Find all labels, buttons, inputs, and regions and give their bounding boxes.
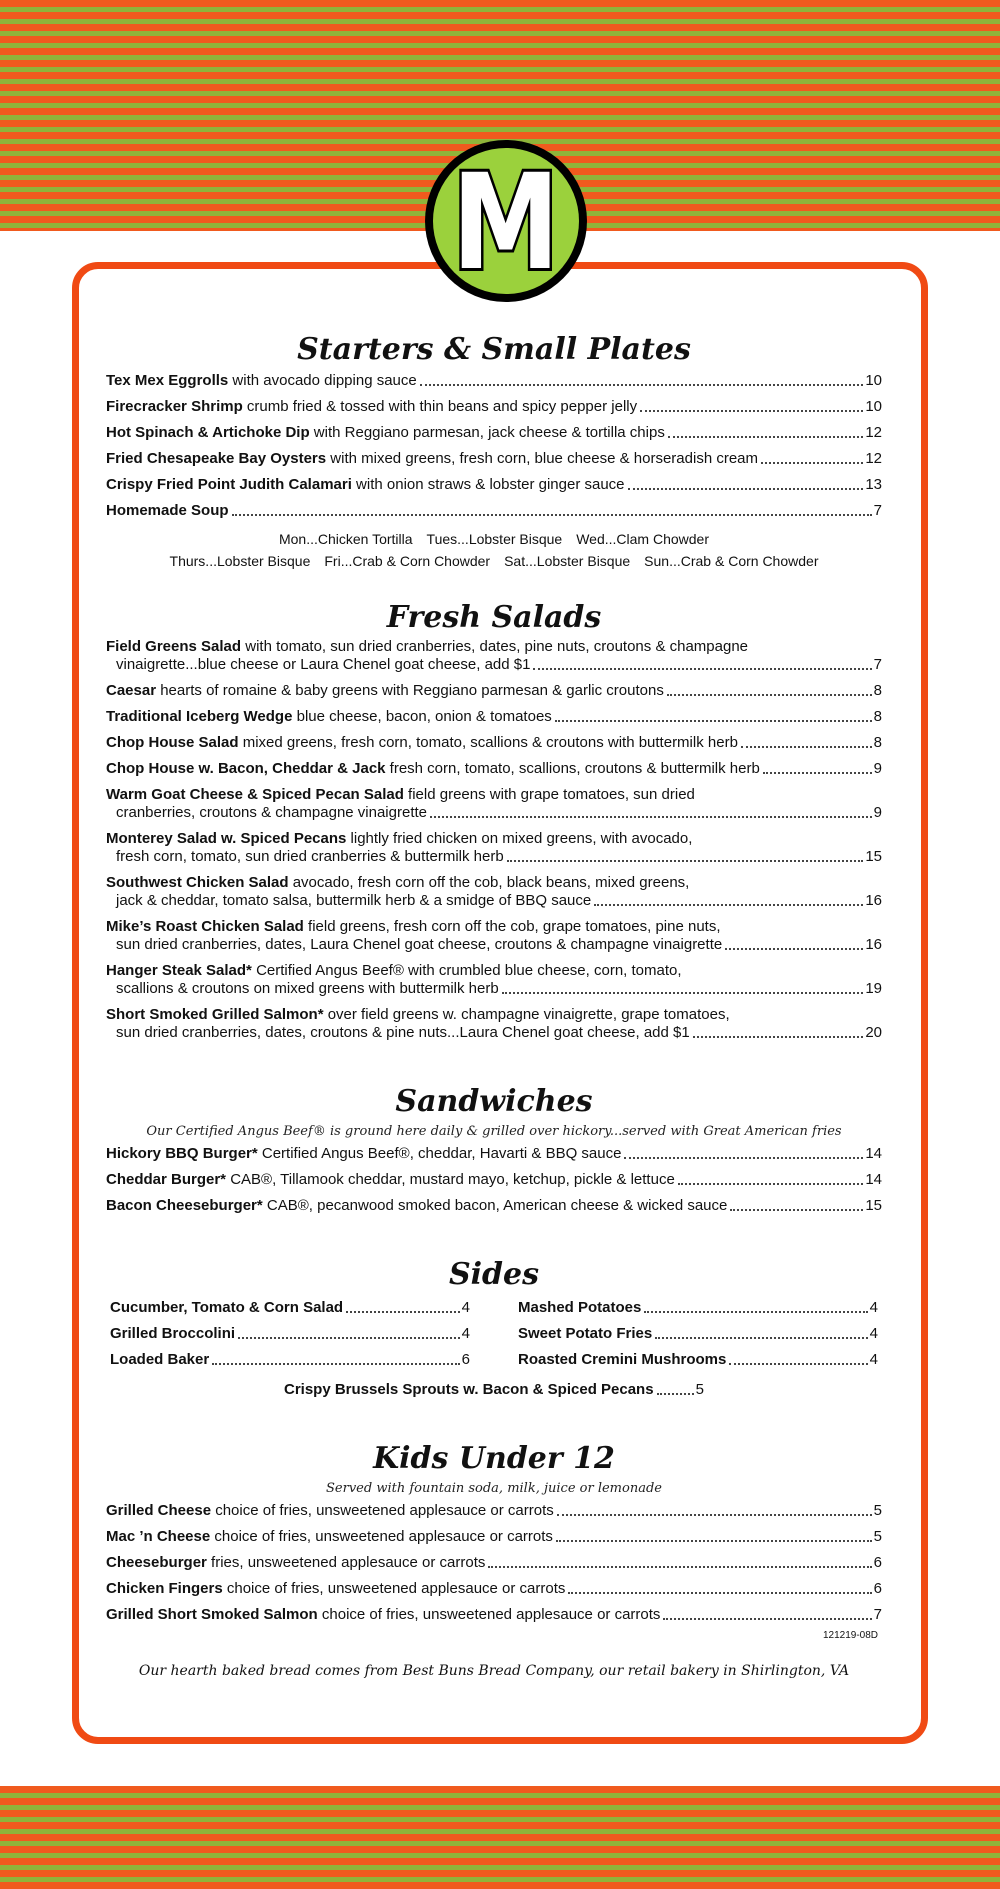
sandwiches-title: Sandwiches (395, 1084, 593, 1119)
menu-item: Traditional Iceberg Wedge blue cheese, bacon, onion & tomatoes 8 (106, 708, 882, 725)
starters-list (106, 372, 882, 520)
bread-note: Our hearth baked bread comes from Best Buns Bread Company, our retail bakery in Shirlington, VA (138, 1663, 850, 1679)
side-item: Cucumber, Tomato & Corn Salad 4 (110, 1299, 470, 1316)
menu-item: Monterey Salad w. Spiced Pecans lightly fried chicken on mixed greens, with avocado, fresh corn, tomato, sun dried cranberries & buttermilk herb 15 (106, 830, 882, 865)
salads-title: Fresh Salads (386, 600, 602, 635)
menu-item: Chop House Salad mixed greens, fresh corn, tomato, scallions & croutons with buttermilk herb 8 (106, 734, 882, 751)
kids-title: Kids Under 12 (373, 1441, 615, 1476)
soup-day: Thurs...Lobster Bisque (169, 553, 311, 569)
soup-day: Wed...Clam Chowder (576, 531, 710, 547)
side-item: Sweet Potato Fries 4 (518, 1325, 878, 1342)
menu-item: Grilled Cheese choice of fries, unsweetened applesauce or carrots 5 (106, 1502, 882, 1519)
side-item-featured: Crispy Brussels Sprouts w. Bacon & Spiced Pecans 5 (284, 1381, 704, 1398)
menu-item: Cheeseburger fries, unsweetened applesauce or carrots 6 (106, 1554, 882, 1571)
soup-day: Fri...Crab & Corn Chowder (324, 553, 491, 569)
soup-day: Sun...Crab & Corn Chowder (644, 553, 819, 569)
logo-circle (433, 146, 579, 300)
menu-item: Warm Goat Cheese & Spiced Pecan Salad field greens with grape tomatoes, sun dried cranberries, croutons & champagne vinaigrette 9 (106, 786, 882, 821)
menu-item: Firecracker Shrimp crumb fried & tossed with thin beans and spicy pepper jelly 10 (106, 398, 882, 415)
menu-item: Mac ’n Cheese choice of fries, unsweetened applesauce or carrots 5 (106, 1528, 882, 1545)
menu-item: Chicken Fingers choice of fries, unsweetened applesauce or carrots 6 (106, 1580, 882, 1597)
kids-list (106, 1502, 882, 1624)
menu-item: Bacon Cheeseburger* CAB®, pecanwood smoked bacon, American cheese & wicked sauce 15 (106, 1197, 882, 1214)
m-logo (425, 140, 587, 302)
bottom-stripe-band (0, 1786, 1000, 1889)
menu-item: Chop House w. Bacon, Cheddar & Jack fresh corn, tomato, scallions, croutons & buttermilk herb 9 (106, 760, 882, 777)
menu-item: Mike’s Roast Chicken Salad field greens, fresh corn off the cob, grape tomatoes, pine nuts, sun dried cranberries, dates, Laura Chenel goat cheese, croutons & champagne vinaigrette 16 (106, 918, 882, 953)
menu-item: Field Greens Salad with tomato, sun dried cranberries, dates, pine nuts, croutons & champagne vinaigrette...blue cheese or Laura Chenel goat cheese, add $1 7 (106, 638, 882, 673)
menu-item: Hickory BBQ Burger* Certified Angus Beef®, cheddar, Havarti & BBQ sauce 14 (106, 1145, 882, 1162)
menu-content (106, 330, 882, 1679)
logo-letter: M (452, 146, 560, 300)
menu-item: Homemade Soup 7 (106, 502, 882, 519)
side-item: Grilled Broccolini 4 (110, 1325, 470, 1342)
menu-item: Crispy Fried Point Judith Calamari with onion straws & lobster ginger sauce 13 (106, 476, 882, 493)
menu-item: Short Smoked Grilled Salmon* over field greens w. champagne vinaigrette, grape tomatoes, sun dried cranberries, dates, croutons & pine nuts...Laura Chenel goat cheese, add $1 20 (106, 1006, 882, 1041)
sides-grid (106, 1299, 882, 1377)
menu-item: Cheddar Burger* CAB®, Tillamook cheddar, mustard mayo, ketchup, pickle & lettuce 14 (106, 1171, 882, 1188)
menu-item: Grilled Short Smoked Salmon choice of fries, unsweetened applesauce or carrots 7 (106, 1606, 882, 1623)
menu-item: Caesar hearts of romaine & baby greens with Reggiano parmesan & garlic croutons 8 (106, 682, 882, 699)
side-item: Roasted Cremini Mushrooms 4 (518, 1351, 878, 1368)
soup-schedule (106, 528, 882, 572)
sandwiches-list (106, 1145, 882, 1215)
menu-item: Hot Spinach & Artichoke Dip with Reggiano parmesan, jack cheese & tortilla chips 12 (106, 424, 882, 441)
salads-list (106, 638, 882, 1042)
sandwiches-subtitle: Our Certified Angus Beef® is ground here daily & grilled over hickory...served with Great American fries (146, 1124, 842, 1139)
menu-code: 121219-08D (822, 1630, 878, 1641)
soup-day: Tues...Lobster Bisque (426, 531, 563, 547)
sides-left-column (110, 1299, 470, 1377)
menu-item: Tex Mex Eggrolls with avocado dipping sauce 10 (106, 372, 882, 389)
menu-item: Hanger Steak Salad* Certified Angus Beef® with crumbled blue cheese, corn, tomato, scallions & croutons on mixed greens with buttermilk herb 19 (106, 962, 882, 997)
starters-title: Starters & Small Plates (297, 332, 691, 367)
side-item: Mashed Potatoes 4 (518, 1299, 878, 1316)
kids-subtitle: Served with fountain soda, milk, juice or lemonade (326, 1481, 662, 1496)
soup-day: Sat...Lobster Bisque (504, 553, 631, 569)
soup-day: Mon...Chicken Tortilla (278, 531, 413, 547)
side-item: Loaded Baker 6 (110, 1351, 470, 1368)
menu-item: Fried Chesapeake Bay Oysters with mixed greens, fresh corn, blue cheese & horseradish cream 12 (106, 450, 882, 467)
sides-title: Sides (448, 1257, 539, 1292)
sides-right-column (518, 1299, 878, 1377)
menu-item: Southwest Chicken Salad avocado, fresh corn off the cob, black beans, mixed greens, jack & cheddar, tomato salsa, buttermilk herb & a smidge of BBQ sauce 16 (106, 874, 882, 909)
